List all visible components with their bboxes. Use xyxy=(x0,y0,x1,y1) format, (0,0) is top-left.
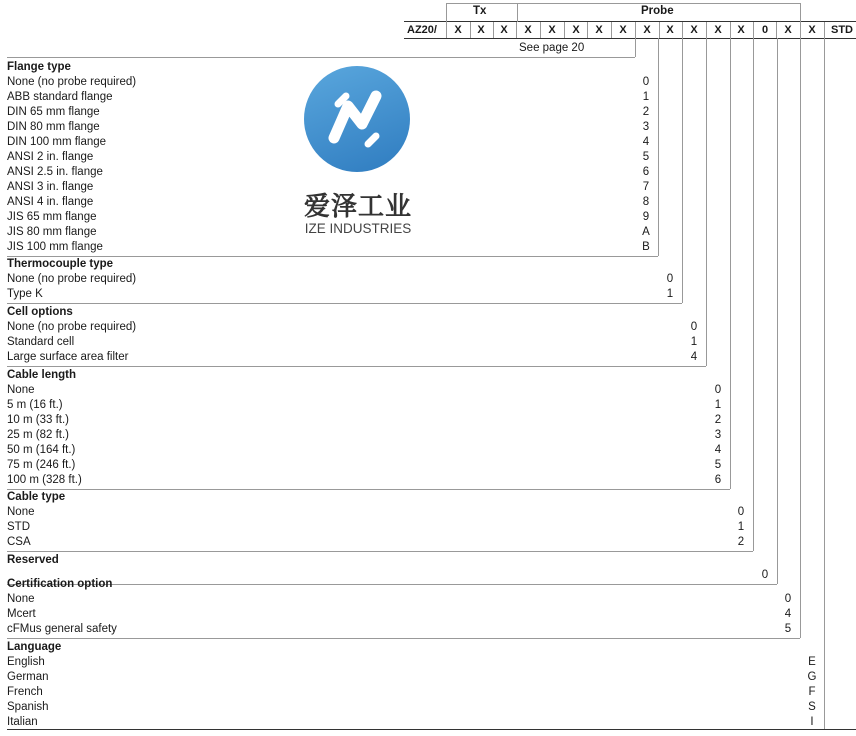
tx-group-rule xyxy=(447,3,517,4)
header-column-separator xyxy=(659,22,660,38)
option-code: 0 xyxy=(642,76,650,88)
option-label: Spanish xyxy=(7,701,49,713)
header-column-separator xyxy=(682,22,683,38)
header-column-separator xyxy=(800,22,801,38)
column-leader xyxy=(753,38,754,551)
code-position: X xyxy=(690,24,698,36)
option-label: Italian xyxy=(7,716,38,728)
code-position: X xyxy=(737,24,745,36)
brand-name-chinese: 爱泽工业 xyxy=(303,192,412,222)
code-position: 0 xyxy=(761,24,769,36)
option-label: 50 m (164 ft.) xyxy=(7,444,76,456)
section-rule xyxy=(7,638,800,639)
probe-group-right xyxy=(800,3,801,22)
option-code: B xyxy=(642,241,650,253)
option-label: DIN 65 mm flange xyxy=(7,106,100,118)
option-label: DIN 100 mm flange xyxy=(7,136,107,148)
option-code: S xyxy=(808,701,816,713)
option-code: I xyxy=(810,716,814,728)
option-code: 4 xyxy=(642,136,650,148)
column-leader xyxy=(706,38,707,366)
option-code: 2 xyxy=(737,536,745,548)
section-title: Reserved xyxy=(7,554,59,566)
option-code: 1 xyxy=(737,521,745,533)
header-column-separator xyxy=(470,22,471,38)
option-label: None (no probe required) xyxy=(7,76,137,88)
header-column-separator xyxy=(635,22,636,38)
option-code: 6 xyxy=(642,166,650,178)
section-rule xyxy=(7,489,730,490)
option-label: ANSI 3 in. flange xyxy=(7,181,94,193)
column-leader xyxy=(682,38,683,303)
code-position: X xyxy=(595,24,603,36)
option-code: A xyxy=(642,226,650,238)
section-title: Certification option xyxy=(7,578,113,590)
option-label: cFMus general safety xyxy=(7,623,117,635)
section-title: Cable length xyxy=(7,369,77,381)
watermark-logo xyxy=(298,64,418,244)
option-label: 25 m (82 ft.) xyxy=(7,429,69,441)
option-code: 0 xyxy=(690,321,698,333)
option-code: 1 xyxy=(690,336,698,348)
section-title: Cable type xyxy=(7,491,66,503)
header-column-separator xyxy=(516,22,517,38)
section-rule xyxy=(7,303,682,304)
option-code: 0 xyxy=(737,506,745,518)
brand-name-english: IZE INDUSTRIES xyxy=(304,221,412,236)
code-position: X xyxy=(500,24,508,36)
option-code: 4 xyxy=(784,608,792,620)
option-label: DIN 80 mm flange xyxy=(7,121,100,133)
header-column-separator xyxy=(540,22,541,38)
tx-group-left xyxy=(446,3,447,22)
code-position: X xyxy=(619,24,627,36)
see-page-drop xyxy=(635,38,636,57)
option-code: 5 xyxy=(714,459,722,471)
code-position: X xyxy=(454,24,462,36)
column-leader xyxy=(777,38,778,584)
option-code: 5 xyxy=(784,623,792,635)
probe-label: Probe xyxy=(641,5,674,17)
option-label: JIS 80 mm flange xyxy=(7,226,97,238)
option-label: None xyxy=(7,384,35,396)
option-label: None xyxy=(7,593,35,605)
option-code: 2 xyxy=(714,414,722,426)
header-column-separator xyxy=(564,22,565,38)
column-leader xyxy=(658,38,659,256)
option-label: English xyxy=(7,656,45,668)
option-code: 0 xyxy=(761,569,769,581)
option-label: CSA xyxy=(7,536,31,548)
header-column-separator xyxy=(493,22,494,38)
option-code: 1 xyxy=(714,399,722,411)
option-label: German xyxy=(7,671,49,683)
section-title: Language xyxy=(7,641,62,653)
option-code: 6 xyxy=(714,474,722,486)
code-position: X xyxy=(524,24,532,36)
std-column-leader xyxy=(824,38,825,729)
section-title: Cell options xyxy=(7,306,73,318)
option-label: ANSI 2.5 in. flange xyxy=(7,166,103,178)
header-column-separator xyxy=(824,22,825,38)
code-position: X xyxy=(808,24,816,36)
code-position: X xyxy=(643,24,651,36)
section-rule xyxy=(7,551,753,552)
header-column-separator xyxy=(706,22,707,38)
option-code: 3 xyxy=(714,429,722,441)
probe-group-rule xyxy=(518,3,800,4)
code-position: X xyxy=(477,24,485,36)
option-code: 0 xyxy=(666,273,674,285)
header-column-separator xyxy=(587,22,588,38)
option-label: JIS 100 mm flange xyxy=(7,241,103,253)
tx-group-right xyxy=(517,3,518,22)
option-label: Mcert xyxy=(7,608,36,620)
option-code: 9 xyxy=(642,211,650,223)
header-column-separator xyxy=(730,22,731,38)
option-code: 2 xyxy=(642,106,650,118)
section-title: Flange type xyxy=(7,61,71,73)
code-position: X xyxy=(572,24,580,36)
see-page-note: See page 20 xyxy=(519,42,585,54)
option-label: 100 m (328 ft.) xyxy=(7,474,82,486)
option-code: 1 xyxy=(666,288,674,300)
option-code: 4 xyxy=(714,444,722,456)
code-position: X xyxy=(548,24,556,36)
option-label: Type K xyxy=(7,288,43,300)
header-column-separator xyxy=(776,22,777,38)
option-label: ABB standard flange xyxy=(7,91,113,103)
option-label: Standard cell xyxy=(7,336,75,348)
option-label: French xyxy=(7,686,43,698)
see-page-rule xyxy=(7,57,635,58)
option-label: STD xyxy=(7,521,30,533)
table-bottom-rule xyxy=(7,729,856,730)
code-position: X xyxy=(784,24,792,36)
option-code: F xyxy=(808,686,816,698)
header-column-separator xyxy=(611,22,612,38)
option-code: 3 xyxy=(642,121,650,133)
option-code: 1 xyxy=(642,91,650,103)
column-leader xyxy=(800,38,801,638)
option-label: None (no probe required) xyxy=(7,273,137,285)
code-position: X xyxy=(666,24,674,36)
header-bottom-rule xyxy=(404,38,856,39)
section-rule xyxy=(7,366,706,367)
option-label: ANSI 4 in. flange xyxy=(7,196,94,208)
section-rule xyxy=(7,584,777,585)
option-code: 8 xyxy=(642,196,650,208)
option-code: 0 xyxy=(784,593,792,605)
header-column-separator xyxy=(753,22,754,38)
option-label: None xyxy=(7,506,35,518)
header-top-rule xyxy=(404,21,856,22)
option-code: 4 xyxy=(690,351,698,363)
option-code: 0 xyxy=(714,384,722,396)
option-label: ANSI 2 in. flange xyxy=(7,151,94,163)
option-label: 5 m (16 ft.) xyxy=(7,399,63,411)
option-label: 75 m (246 ft.) xyxy=(7,459,76,471)
option-code: 5 xyxy=(642,151,650,163)
option-label: JIS 65 mm flange xyxy=(7,211,97,223)
column-leader xyxy=(730,38,731,489)
standard-code: STD xyxy=(831,24,853,36)
header-column-separator xyxy=(446,22,447,38)
option-label: Large surface area filter xyxy=(7,351,129,363)
option-label: None (no probe required) xyxy=(7,321,137,333)
tx-label: Tx xyxy=(473,5,487,17)
section-title: Thermocouple type xyxy=(7,258,114,270)
option-label: 10 m (33 ft.) xyxy=(7,414,69,426)
model-code: AZ20/ xyxy=(407,24,437,36)
option-code: E xyxy=(808,656,816,668)
code-position: X xyxy=(714,24,722,36)
option-code: G xyxy=(807,671,817,683)
ize-logo-icon xyxy=(304,66,410,172)
option-code: 7 xyxy=(642,181,650,193)
